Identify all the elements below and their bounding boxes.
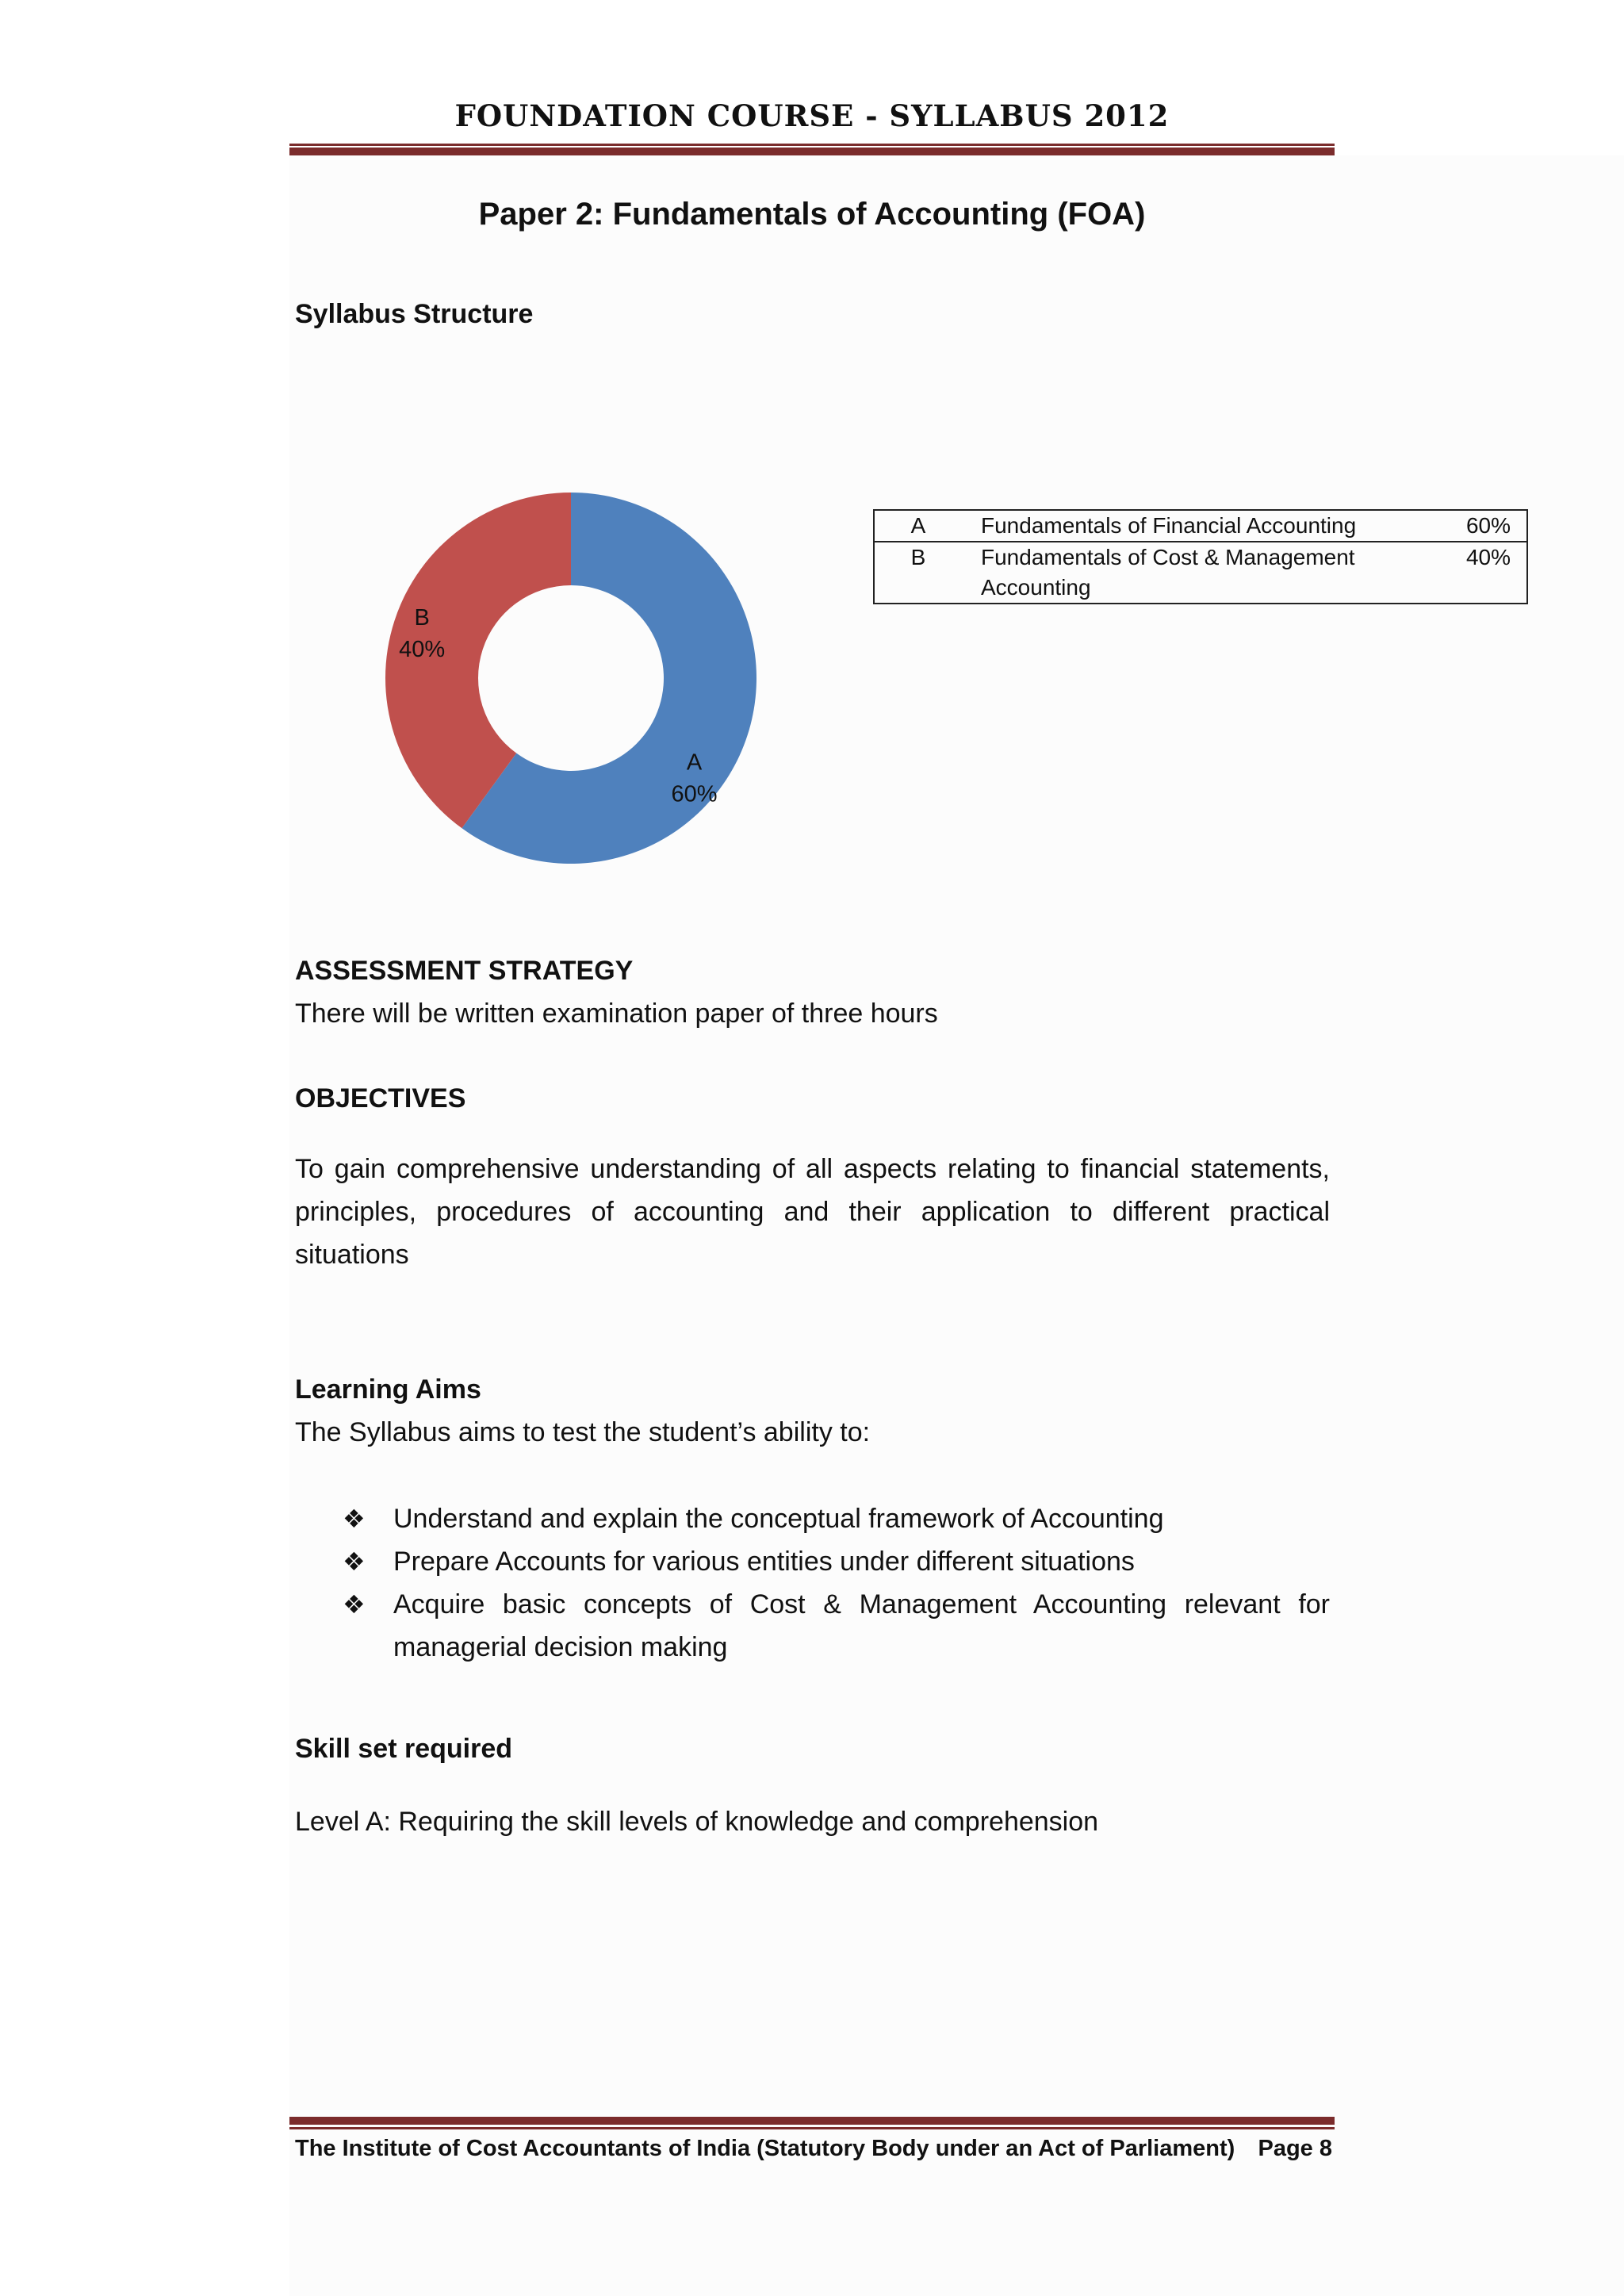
- footer-page-number: Page 8: [1258, 2136, 1332, 2161]
- list-item: [295, 1497, 1330, 1540]
- footer-rule-thin: [289, 2127, 1335, 2129]
- syllabus-donut-chart: [373, 480, 769, 876]
- table-row: [874, 510, 1527, 542]
- learning-aims-intro: The Syllabus aims to test the student’s ability to:: [295, 1417, 871, 1447]
- objectives-text: To gain comprehensive understanding of all aspects relating to financial statements, principles, procedures of accounting and their application to different practical situations: [295, 1154, 1330, 1270]
- table-cell-percent: 60%: [1425, 510, 1527, 542]
- header-title: FOUNDATION COURSE - SYLLABUS 2012: [454, 98, 1170, 133]
- table-cell-name: Fundamentals of Cost & Management Accounting: [946, 542, 1425, 604]
- learning-aims-list: [295, 1497, 1330, 1669]
- donut-label-category: B: [414, 604, 430, 631]
- list-item-text: Acquire basic concepts of Cost & Management Accounting relevant for managerial decision making: [393, 1589, 1330, 1662]
- assessment-heading: ASSESSMENT STRATEGY: [295, 956, 634, 986]
- skill-set-text: Level A: Requiring the skill levels of knowledge and comprehension: [295, 1807, 1099, 1837]
- list-item-text: Prepare Accounts for various entities under different situations: [393, 1547, 1135, 1577]
- header-rule-thin: [289, 144, 1335, 146]
- donut-label-percent: 40%: [399, 636, 446, 662]
- skill-set-heading: Skill set required: [295, 1734, 512, 1764]
- list-item: [295, 1583, 1330, 1669]
- table-cell-code: A: [874, 510, 946, 542]
- syllabus-structure-table: [873, 509, 1528, 604]
- footer-rule-thick: [289, 2117, 1335, 2125]
- list-item-text: Understand and explain the conceptual framework of Accounting: [393, 1504, 1164, 1534]
- table-cell-code: B: [874, 542, 946, 604]
- bullet-diamond-icon: ❖: [343, 1504, 366, 1533]
- objectives-heading: OBJECTIVES: [295, 1083, 466, 1114]
- table-cell-percent: 40%: [1425, 542, 1527, 604]
- paper-title: Paper 2: Fundamentals of Accounting (FOA): [478, 197, 1146, 232]
- donut-label-percent: 60%: [671, 781, 718, 807]
- list-item: [295, 1540, 1330, 1583]
- footer-institute: The Institute of Cost Accountants of India (Statutory Body under an Act of Parliament): [295, 2136, 1235, 2161]
- footer: [295, 2135, 1332, 2163]
- bullet-diamond-icon: ❖: [343, 1590, 366, 1619]
- donut-label-category: A: [686, 749, 703, 776]
- table-row: [874, 542, 1527, 604]
- header-rule-thick: [289, 148, 1335, 155]
- table-cell-name: Fundamentals of Financial Accounting: [946, 510, 1425, 542]
- syllabus-structure-heading: Syllabus Structure: [295, 299, 534, 329]
- learning-aims-heading: Learning Aims: [295, 1374, 481, 1405]
- bullet-diamond-icon: ❖: [343, 1547, 366, 1576]
- assessment-text: There will be written examination paper of three hours: [295, 999, 938, 1029]
